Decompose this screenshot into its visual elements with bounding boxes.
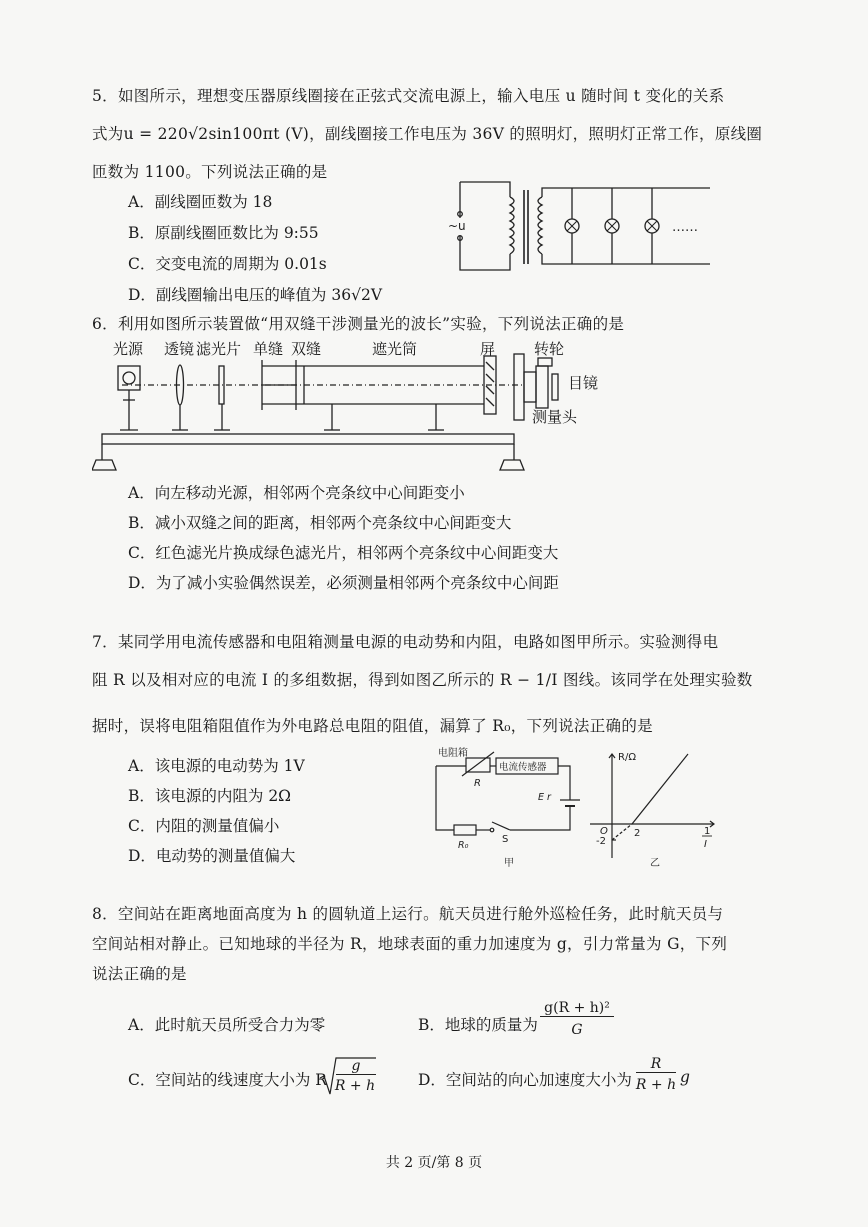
- q5-stem-line2: 式为u = 220√2sin100πt (V)，副线圈接工作电压为 36V 的照明灯，照明灯正常工作，原线圈: [92, 125, 763, 143]
- q5-source-label: ~u: [448, 219, 466, 233]
- q5-option-d: D．副线圈输出电压的峰值为 36√2V: [128, 286, 383, 304]
- q8-option-c-numerator: g: [336, 1058, 376, 1075]
- q7-emf-label: E r: [538, 792, 551, 803]
- q7-option-a: A．该电源的电动势为 1V: [128, 757, 305, 775]
- q7-graph-xlabel-den: I: [704, 839, 707, 850]
- q7-graph-caption: 乙: [650, 858, 660, 869]
- q8-stem-line1: 8．空间站在距离地面高度为 h 的圆轨道上运行。航天员进行舱外巡检任务，此时航天员与: [92, 905, 724, 923]
- q6-label-screen: 屏: [480, 340, 496, 358]
- q7-graph-xtick: 2: [634, 828, 641, 839]
- q7-graph-xlabel-num: 1: [704, 826, 711, 837]
- q5-ellipsis: ……: [672, 220, 698, 235]
- q8-option-a: A．此时航天员所受合力为零: [128, 1016, 326, 1034]
- q6-label-eyepiece: 目镜: [568, 374, 599, 392]
- q8-option-b-numerator: g(R + h)²: [540, 1000, 614, 1017]
- q6-apparatus-figure: [92, 352, 572, 476]
- q6-stem: 6．利用如图所示装置做“用双缝干涉测量光的波长”实验，下列说法正确的是: [92, 315, 625, 333]
- q5-stem-line3: 匝数为 1100。下列说法正确的是: [92, 163, 328, 181]
- q7-option-d: D．电动势的测量值偏大: [128, 847, 296, 865]
- q8-option-d-denominator: R + h: [635, 1077, 677, 1093]
- q7-stem-line3: 据时，误将电阻箱阻值作为外电路总电阻的阻值，漏算了 R₀，下列说法正确的是: [92, 717, 653, 735]
- q6-option-c: C．红色滤光片换成绿色滤光片，相邻两个亮条纹中心间距变大: [128, 544, 559, 562]
- q8-option-b: B．地球的质量为: [418, 1016, 538, 1034]
- q7-stem-line1: 7．某同学用电流传感器和电阻箱测量电源的电动势和内阻，电路如图甲所示。实验测得电: [92, 633, 719, 651]
- q8-option-c-denominator: R + h: [334, 1078, 376, 1094]
- q8-stem-line2: 空间站相对静止。已知地球的半径为 R，地球表面的重力加速度为 g，引力常量为 G，下列: [92, 935, 728, 953]
- q6-label-tube: 遮光筒: [372, 340, 418, 358]
- q5-option-b: B．原副线圈匝数比为 9:55: [128, 224, 319, 242]
- q7-resistance-box-label: 电阻箱: [438, 748, 468, 759]
- q7-graph-origin: O: [600, 826, 608, 837]
- q6-option-b: B．减小双缝之间的距离，相邻两个亮条纹中心间距变大: [128, 514, 512, 532]
- q7-option-b: B．该电源的内阻为 2Ω: [128, 787, 292, 805]
- q6-label-wheel: 转轮: [534, 340, 565, 358]
- q5-transformer-figure: [440, 172, 740, 276]
- q7-graph-figure: [582, 748, 722, 872]
- page-footer: 共 2 页/第 8 页: [385, 1155, 483, 1171]
- q6-label-measuring-head: 测量头: [532, 408, 578, 426]
- q7-r-label: R: [474, 778, 481, 789]
- q5-option-c: C．交变电流的周期为 0.01s: [128, 255, 327, 273]
- q7-stem-line2: 阻 R 以及相对应的电流 I 的多组数据，得到如图乙所示的 R − 1/I 图线。该同学在处理实验数: [92, 671, 753, 689]
- q7-graph-ytick: -2: [596, 836, 606, 847]
- q6-label-double-slit: 双缝: [291, 340, 322, 358]
- q7-current-sensor-label: 电流传感器: [499, 762, 547, 773]
- q7-circuit-caption: 甲: [504, 858, 514, 869]
- q7-option-c: C．内阻的测量值偏小: [128, 817, 280, 835]
- q7-graph-ylabel: R/Ω: [618, 752, 636, 763]
- q5-stem-line1: 5．如图所示，理想变压器原线圈接在正弦式交流电源上，输入电压 u 随时间 t 变化的关系: [92, 87, 725, 105]
- q8-option-d-numerator: R: [636, 1056, 676, 1073]
- q7-circuit-figure: [426, 746, 582, 870]
- q7-switch-label: S: [502, 834, 509, 845]
- q6-option-d: D．为了减小实验偶然误差，必须测量相邻两个亮条纹中心间距: [128, 574, 559, 592]
- q8-option-b-denominator: G: [571, 1022, 583, 1038]
- q6-label-filter: 滤光片: [196, 340, 242, 358]
- q7-r0-label: R₀: [458, 840, 469, 851]
- q8-option-c: C．空间站的线速度大小为 R: [128, 1071, 327, 1089]
- q6-label-source: 光源: [113, 340, 144, 358]
- q8-stem-line3: 说法正确的是: [92, 965, 187, 983]
- q6-option-a: A．向左移动光源，相邻两个亮条纹中心间距变小: [128, 484, 465, 502]
- q8-option-d: D．空间站的向心加速度大小为: [418, 1071, 632, 1089]
- q6-label-lens: 透镜: [164, 340, 195, 358]
- q5-option-a: A．副线圈匝数为 18: [128, 193, 273, 211]
- q8-option-d-tail: g: [680, 1068, 690, 1086]
- q6-label-single-slit: 单缝: [253, 340, 284, 358]
